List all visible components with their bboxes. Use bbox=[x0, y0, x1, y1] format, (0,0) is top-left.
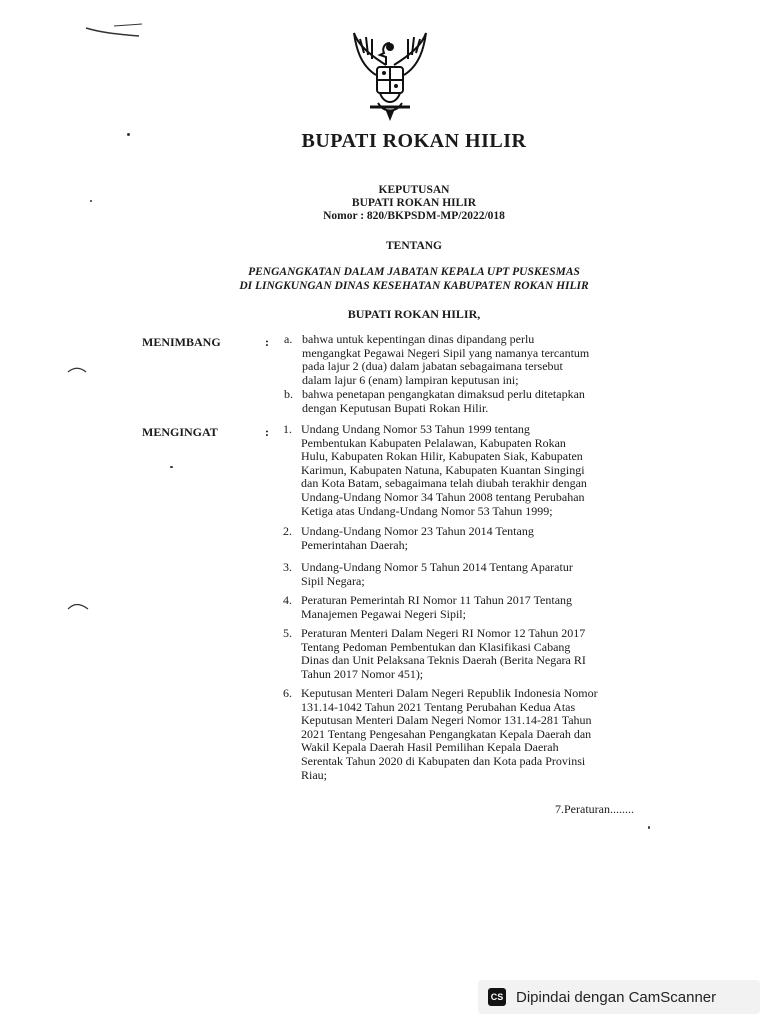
item-line: Ketiga atas Undang-Undang Nomor 53 Tahun 1999; bbox=[301, 503, 553, 518]
menimbang-colon: : bbox=[265, 335, 269, 349]
item-marker: 4. bbox=[283, 593, 292, 607]
item-line: Dinas dan Unit Pelaksana Teknis Daerah (Berita Negara RI bbox=[301, 653, 586, 668]
camscanner-watermark bbox=[478, 980, 760, 1014]
speck-decoration bbox=[648, 826, 650, 829]
item-marker: b. bbox=[284, 387, 293, 401]
item-marker: 5. bbox=[283, 626, 292, 640]
item-text bbox=[301, 525, 667, 552]
about-label: TENTANG bbox=[385, 240, 443, 252]
item-line: Sipil Negara; bbox=[301, 573, 365, 588]
margin-mark-decoration bbox=[66, 365, 88, 375]
item-line: bahwa penetapan pengangkatan dimaksud perlu ditetapkan bbox=[302, 387, 585, 401]
item-line: mengangkat Pegawai Negeri Sipil yang namanya tercantum bbox=[302, 345, 590, 360]
item-line: Undang-Undang Nomor 34 Tahun 2008 tentang Perubahan bbox=[301, 489, 585, 504]
item-line: Keputusan Menteri Dalam Negeri Republik Indonesia Nomor bbox=[301, 686, 598, 700]
item-line: Tentang Pedoman Pembentukan dan Klasifikasi Cabang bbox=[301, 639, 571, 654]
item-marker: a. bbox=[284, 332, 293, 346]
item-text bbox=[301, 594, 667, 621]
item-text bbox=[301, 687, 667, 782]
decision-number: Nomor : 820/BKPSDM-MP/2022/018 bbox=[323, 210, 505, 222]
item-marker: 2. bbox=[283, 524, 292, 538]
item-line: 2021 Tentang Pengesahan Pengangkatan Kepala Daerah dan bbox=[301, 726, 592, 741]
mengingat-label: MENGINGAT bbox=[142, 425, 218, 439]
item-line: dalam lajur 6 (enam) lampiran keputusan ini; bbox=[302, 372, 519, 387]
item-line: Undang-Undang Nomor 5 Tahun 2014 Tentang Aparatur bbox=[301, 560, 573, 574]
document-title: BUPATI ROKAN HILIR bbox=[301, 130, 527, 152]
camscanner-logo-icon: CS bbox=[488, 988, 506, 1006]
item-line: Tahun 2017 Nomor 451); bbox=[301, 666, 424, 681]
margin-mark-decoration bbox=[66, 600, 90, 612]
item-marker: 3. bbox=[283, 560, 292, 574]
item-line: Karimun, Kabupaten Natuna, Kabupaten Kuantan Singingi bbox=[301, 462, 585, 477]
decision-issuer: BUPATI ROKAN HILIR bbox=[351, 197, 477, 209]
camscanner-text: Dipindai dengan CamScanner bbox=[516, 988, 717, 1006]
menimbang-label: MENIMBANG bbox=[142, 335, 221, 349]
item-text bbox=[301, 627, 667, 681]
subject-line-2: DI LINGKUNGAN DINAS KESEHATAN KABUPATEN ROKAN HILIR bbox=[239, 280, 589, 292]
garuda-emblem-icon bbox=[340, 25, 440, 125]
item-line: dengan Keputusan Bupati Rokan Hilir. bbox=[302, 400, 489, 415]
decision-header bbox=[30, 184, 768, 223]
item-line: Hulu, Kabupaten Rokan Hilir, Kabupaten Siak, Kabupaten bbox=[301, 449, 583, 464]
item-line: bahwa untuk kepentingan dinas dipandang perlu bbox=[302, 332, 535, 346]
item-line: Peraturan Menteri Dalam Negeri RI Nomor 12 Tahun 2017 bbox=[301, 626, 586, 640]
item-line: Manajemen Pegawai Negeri Sipil; bbox=[301, 606, 466, 621]
item-line: Serentak Tahun 2020 di Kabupaten dan Kota pada Provinsi bbox=[301, 753, 586, 768]
item-line: Keputusan Menteri Dalam Negeri Nomor 131.14-281 Tahun bbox=[301, 713, 592, 728]
decision-subject bbox=[30, 265, 768, 293]
item-line: Peraturan Pemerintah RI Nomor 11 Tahun 2017 Tentang bbox=[301, 593, 573, 607]
page-continuation: 7.Peraturan........ bbox=[555, 802, 634, 816]
pen-mark-decoration bbox=[84, 18, 144, 40]
item-line: Undang Undang Nomor 53 Tahun 1999 tentang bbox=[301, 422, 530, 436]
item-line: dan Kota Batam, sebagaimana telah diubah terakhir dengan bbox=[301, 476, 587, 491]
item-text bbox=[301, 423, 667, 518]
item-marker: 1. bbox=[283, 422, 292, 436]
item-text bbox=[302, 333, 667, 387]
item-line: Riau; bbox=[301, 767, 327, 782]
mengingat-colon: : bbox=[265, 425, 269, 439]
item-line: Pembentukan Kabupaten Pelalawan, Kabupaten Rokan bbox=[301, 435, 566, 450]
decision-type: KEPUTUSAN bbox=[378, 184, 450, 196]
preamble: BUPATI ROKAN HILIR, bbox=[347, 307, 481, 321]
subject-line-1: PENGANGKATAN DALAM JABATAN KEPALA UPT PUSKESMAS bbox=[248, 266, 580, 278]
item-line: 131.14-1042 Tahun 2021 Tentang Perubahan Kedua Atas bbox=[301, 699, 576, 714]
item-text bbox=[302, 388, 667, 415]
item-marker: 6. bbox=[283, 686, 292, 700]
item-line: Undang-Undang Nomor 23 Tahun 2014 Tentang bbox=[301, 524, 534, 538]
item-line: Wakil Kepala Daerah Hasil Pemilihan Kepala Daerah bbox=[301, 740, 559, 755]
item-line: pada lajur 2 (dua) dalam jabatan sebagaimana tersebut bbox=[302, 359, 563, 374]
item-text bbox=[301, 561, 667, 588]
speck-decoration bbox=[170, 466, 173, 468]
item-line: Pemerintahan Daerah; bbox=[301, 537, 408, 552]
